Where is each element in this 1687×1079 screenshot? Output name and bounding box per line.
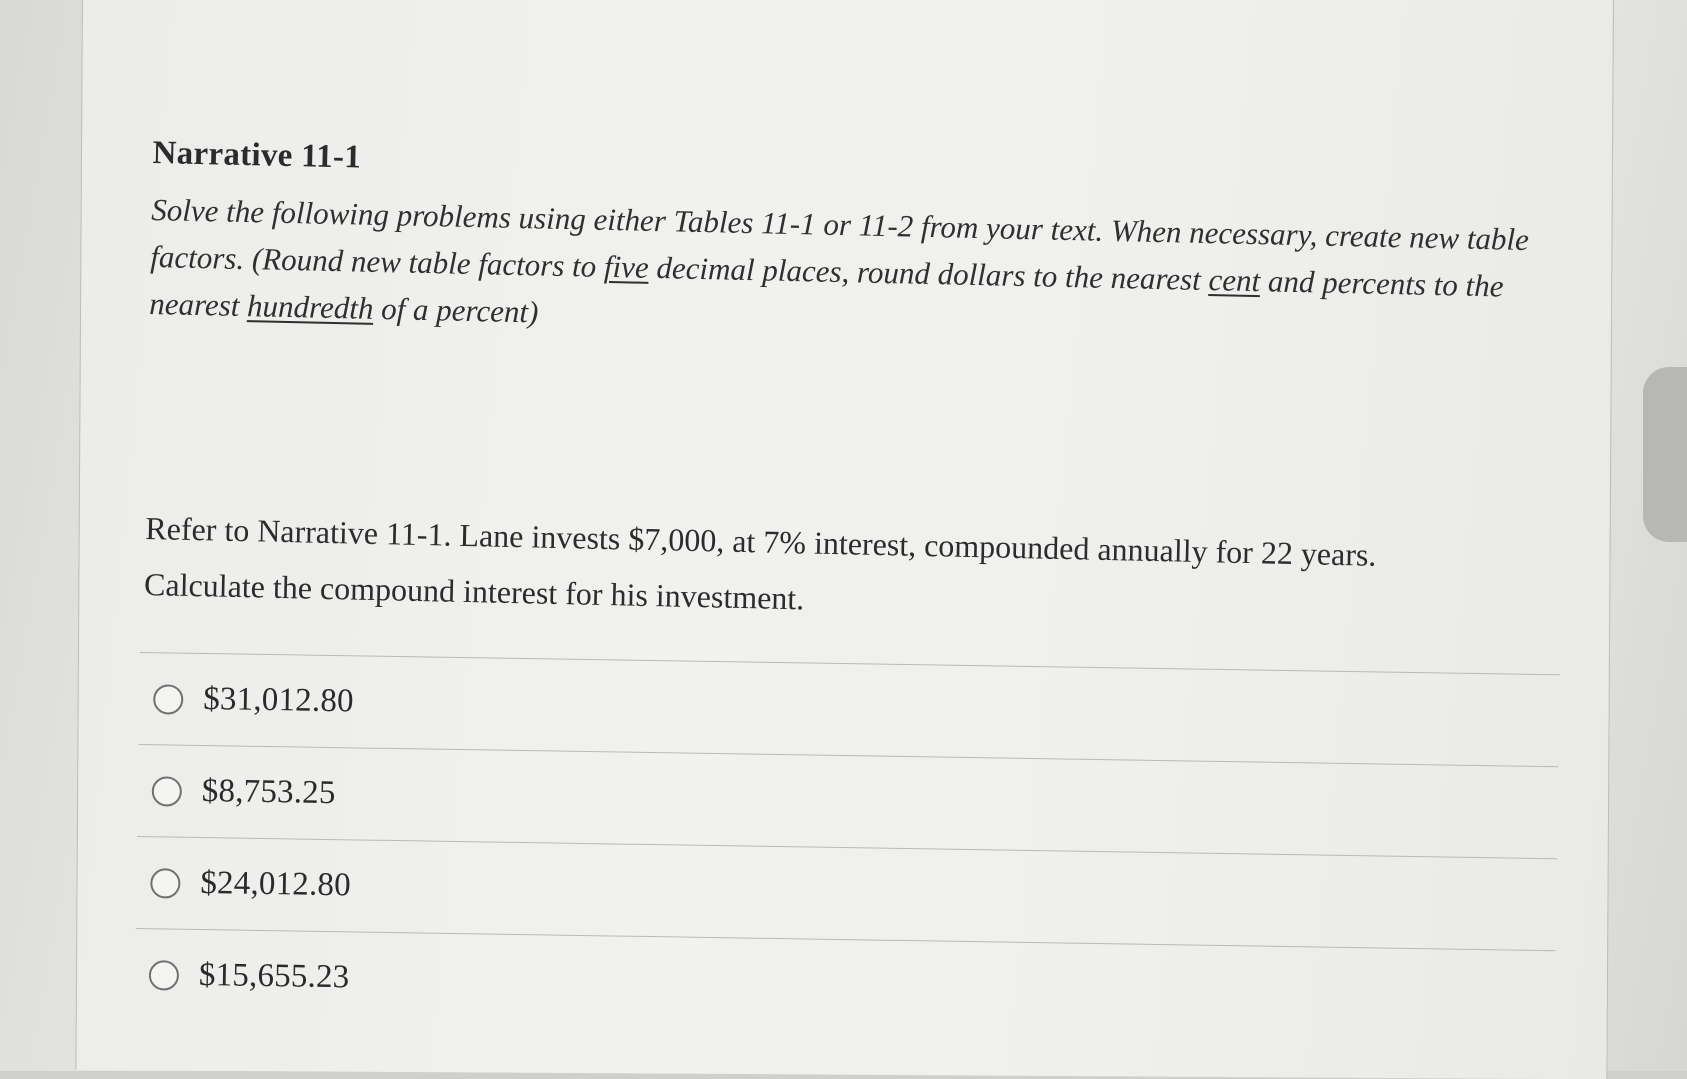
answer-options <box>134 652 1570 1042</box>
radio-button[interactable] <box>152 776 182 806</box>
side-panel-tab[interactable] <box>1643 367 1687 542</box>
instructions-underline-cent: cent <box>1208 262 1261 299</box>
option-label: $24,012.80 <box>200 864 352 904</box>
option-label: $15,655.23 <box>198 956 350 996</box>
narrative-title: Narrative 11-1 <box>152 135 362 176</box>
instructions-part-2: decimal places, round dollars to the nearest <box>648 249 1209 298</box>
instructions-underline-five: five <box>603 248 650 285</box>
instructions-part-1: Solve the following problems using either Tables 11-1 or 11-2 from your text. When necessary, create new table factors. (Round new table factors to <box>149 191 1530 284</box>
radio-button[interactable] <box>153 684 183 714</box>
radio-button[interactable] <box>150 868 180 898</box>
instructions-underline-hundredth: hundredth <box>246 288 374 326</box>
question-text: Refer to Narrative 11-1. Lane invests $7,000, at 7% interest, compounded annually for 22 years. Calculate the compound interest for his investment. <box>143 509 1377 617</box>
instructions-part-4: of a percent) <box>373 290 539 330</box>
option-label: $8,753.25 <box>201 772 336 812</box>
narrative-section <box>149 135 1553 357</box>
option-label: $31,012.80 <box>202 681 355 720</box>
instructions-part-3: and percents to the nearest <box>148 263 1504 324</box>
radio-button[interactable] <box>149 960 179 990</box>
